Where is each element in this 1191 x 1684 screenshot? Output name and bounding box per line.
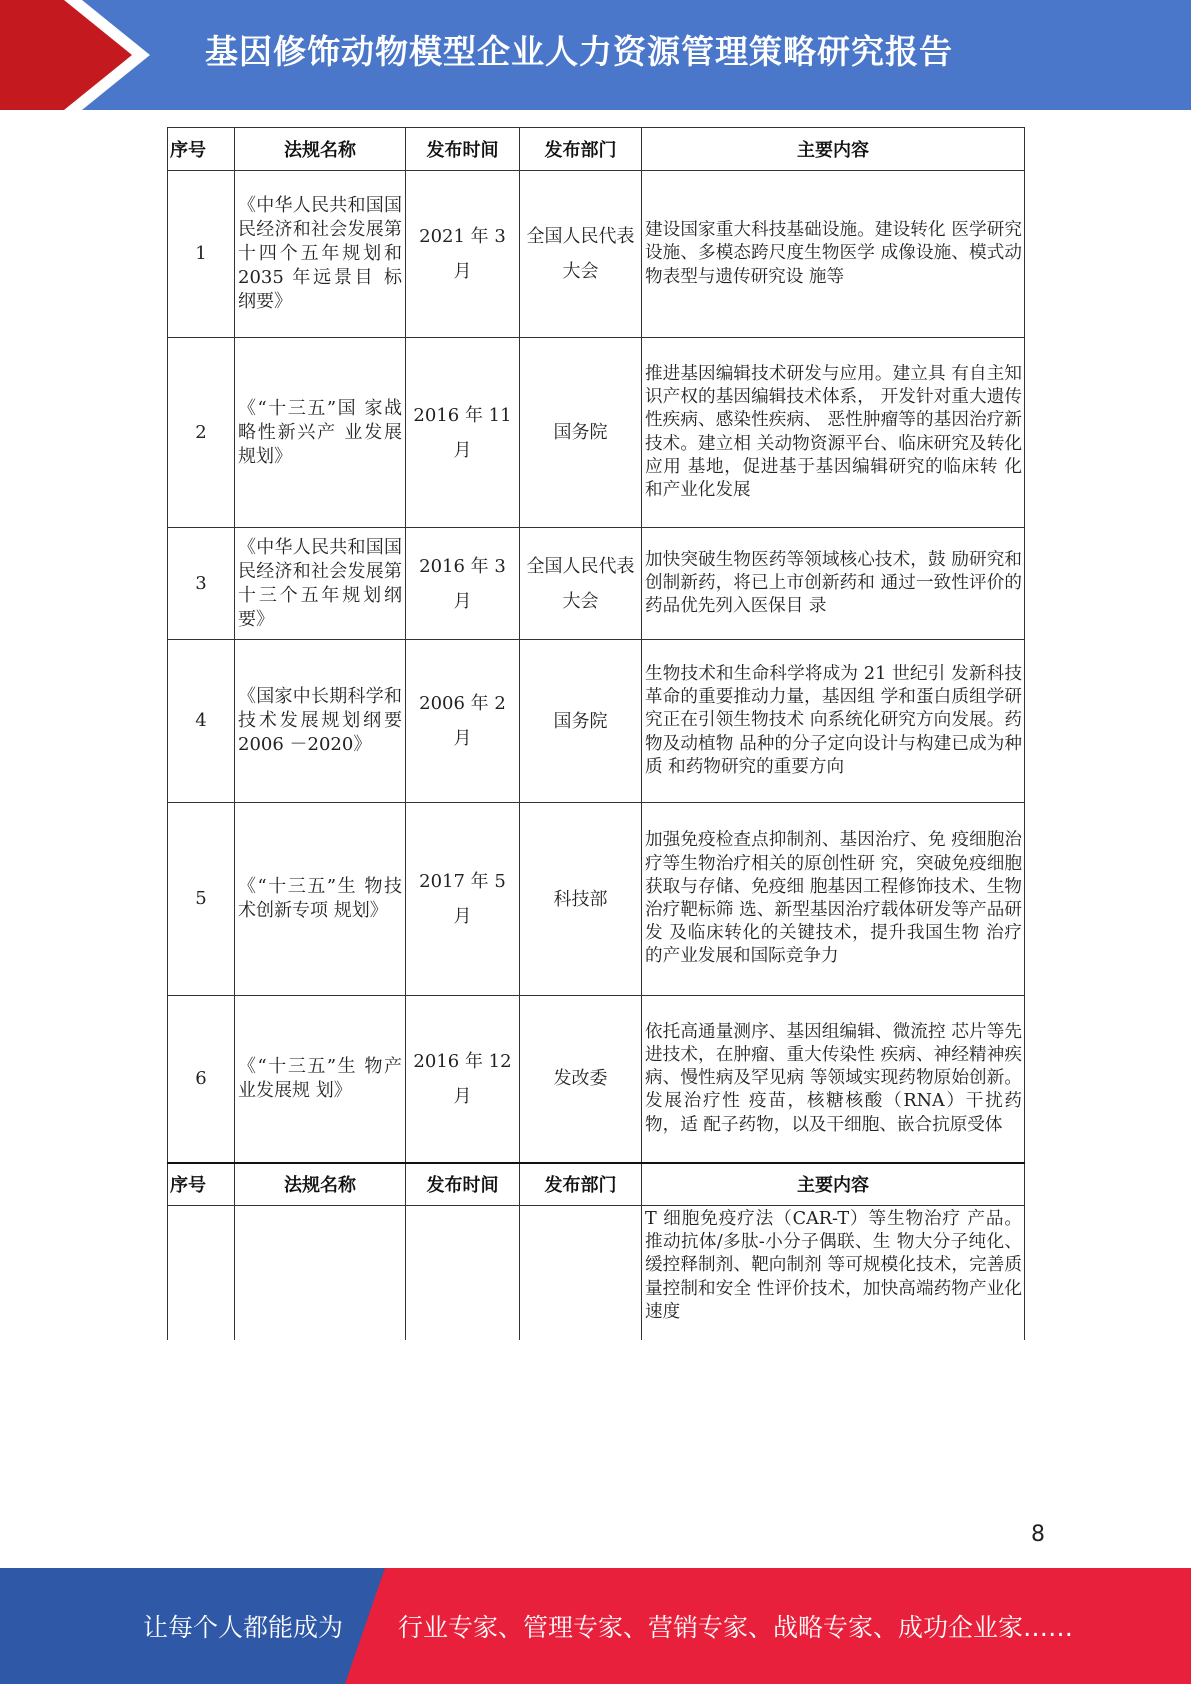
publish-date: 2006 年 2 月	[406, 640, 520, 803]
table-header-row	[168, 128, 1025, 171]
regulation-name: 《国家中长期科学和技术发展规划纲要 2006 －2020》	[235, 640, 406, 803]
publish-department	[520, 1206, 642, 1340]
row-number: 6	[168, 996, 235, 1163]
row-number: 4	[168, 640, 235, 803]
table-row-continuation	[168, 1206, 1025, 1340]
publish-date: 2016 年 11 月	[406, 338, 520, 528]
column-header-date: 发布时间	[406, 1163, 520, 1206]
column-header-dept: 发布部门	[520, 1163, 642, 1206]
row-number: 5	[168, 803, 235, 996]
publish-date: 2021 年 3 月	[406, 171, 520, 338]
publish-department: 国务院	[520, 640, 642, 803]
footer-slogan-right: 行业专家、管理专家、营销专家、战略专家、成功企业家……	[398, 1613, 1074, 1642]
main-content: 建设国家重大科技基础设施。建设转化 医学研究设施、多模态跨尺度生物医学 成像设施、模式动物表型与遗传研究设 施等	[642, 171, 1025, 338]
regulations-table	[167, 127, 1025, 1340]
table-row	[168, 996, 1025, 1163]
table-row	[168, 528, 1025, 640]
publish-department: 国务院	[520, 338, 642, 528]
publish-date: 2016 年 3 月	[406, 528, 520, 640]
column-header-no: 序号	[168, 128, 235, 171]
table-row	[168, 640, 1025, 803]
column-header-name: 法规名称	[235, 128, 406, 171]
regulation-name: 《“十三五”生 物产业发展规 划》	[235, 996, 406, 1163]
publish-department: 全国人民代表大会	[520, 171, 642, 338]
row-number	[168, 1206, 235, 1340]
page-number: 8	[1031, 1522, 1045, 1547]
table-row	[168, 803, 1025, 996]
publish-date	[406, 1206, 520, 1340]
footer-banner	[0, 1568, 1191, 1684]
main-content: T 细胞免疫疗法（CAR-T）等生物治疗 产品。推动抗体/多肽-小分子偶联、生 物大分子纯化、缓控释制剂、靶向制剂 等可规模化技术，完善质量控制和安全 性评价技术，加快高端药物产业化速度	[642, 1206, 1025, 1340]
main-content: 生物技术和生命科学将成为 21 世纪引 发新科技革命的重要推动力量，基因组 学和蛋白质组学研究正在引领生物技术 向系统化研究方向发展。药物及动植物 品种的分子定向设计与构建已成为种质 和药物研究的重要方向	[642, 640, 1025, 803]
row-number: 1	[168, 171, 235, 338]
column-header-content: 主要内容	[642, 128, 1025, 171]
column-header-dept: 发布部门	[520, 128, 642, 171]
publish-date: 2017 年 5 月	[406, 803, 520, 996]
main-content: 加强免疫检查点抑制剂、基因治疗、免 疫细胞治疗等生物治疗相关的原创性研 究，突破免疫细胞获取与存储、免疫细 胞基因工程修饰技术、生物治疗靶标筛 选、新型基因治疗载体研发等产品研发 及临床转化的关键技术，提升我国生物 治疗的产业发展和国际竞争力	[642, 803, 1025, 996]
table-row	[168, 338, 1025, 528]
regulation-name: 《中华人民共和国国民经济和社会发展第十三个五年规划纲要》	[235, 528, 406, 640]
column-header-name: 法规名称	[235, 1163, 406, 1206]
table-row	[168, 171, 1025, 338]
regulation-name	[235, 1206, 406, 1340]
regulation-name: 《“十三五”国 家战略性新兴产 业发展规划》	[235, 338, 406, 528]
publish-department: 发改委	[520, 996, 642, 1163]
main-content: 依托高通量测序、基因组编辑、微流控 芯片等先进技术，在肿瘤、重大传染性 疾病、神经精神疾病、慢性病及罕见病 等领域实现药物原始创新。发展治疗性 疫苗，核糖核酸（RNA）干扰药物，适 配子药物，以及干细胞、嵌合抗原受体	[642, 996, 1025, 1163]
column-header-content: 主要内容	[642, 1163, 1025, 1206]
main-content: 加快突破生物医药等领域核心技术，鼓 励研究和创制新药，将已上市创新药和 通过一致性评价的药品优先列入医保目 录	[642, 528, 1025, 640]
main-content: 推进基因编辑技术研发与应用。建立具 有自主知识产权的基因编辑技术体系， 开发针对重大遗传性疾病、感染性疾病、 恶性肿瘤等的基因治疗新技术。建立相 关动物资源平台、临床研究及转化应用 基地，促进基于基因编辑研究的临床转 化和产业化发展	[642, 338, 1025, 528]
footer-slogan-left: 让每个人都能成为	[143, 1613, 344, 1642]
row-number: 2	[168, 338, 235, 528]
table-header-row-repeat	[168, 1163, 1025, 1206]
header-banner	[0, 0, 1191, 110]
publish-department: 科技部	[520, 803, 642, 996]
publish-department: 全国人民代表大会	[520, 528, 642, 640]
report-title: 基因修饰动物模型企业人力资源管理策略研究报告	[205, 32, 953, 71]
column-header-date: 发布时间	[406, 128, 520, 171]
column-header-no: 序号	[168, 1163, 235, 1206]
publish-date: 2016 年 12 月	[406, 996, 520, 1163]
regulation-name: 《中华人民共和国国民经济和社会发展第十四个五年规划和 2035 年远景目 标纲要》	[235, 171, 406, 338]
row-number: 3	[168, 528, 235, 640]
regulations-table-wrapper	[167, 127, 1024, 1340]
regulation-name: 《“十三五”生 物技术创新专项 规划》	[235, 803, 406, 996]
